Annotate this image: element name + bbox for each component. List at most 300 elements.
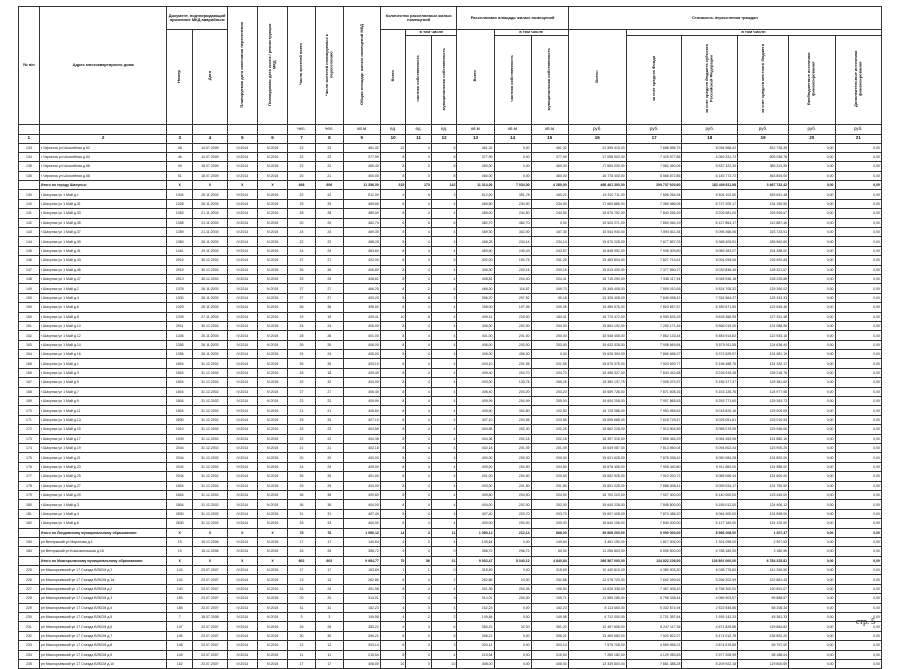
- table-cell: 4 671 825,88: [682, 622, 738, 631]
- table-cell: [19, 181, 40, 190]
- table-cell: 1 207,37: [738, 528, 789, 537]
- table-cell: 133,75: [494, 378, 531, 387]
- table-cell: 404,55: [343, 425, 380, 434]
- table-cell: 401,36: [457, 584, 494, 593]
- table-cell: 124 332,17: [738, 359, 789, 368]
- table-cell: 204,36: [494, 584, 531, 593]
- table-row: [19, 265, 882, 274]
- table-cell: 227: [19, 584, 40, 593]
- table-cell: 0,00: [531, 218, 568, 227]
- table-cell: 409,99: [343, 397, 380, 406]
- column-number-cell: 5: [227, 134, 257, 143]
- table-cell: 383,22: [343, 622, 380, 631]
- table-cell: 7 855 464,29: [626, 434, 682, 443]
- table-cell: IV.2015: [257, 378, 287, 387]
- table-cell: 4: [431, 425, 457, 434]
- table-cell: 26: [315, 340, 343, 349]
- address-cell: г Шахунья ул 1 Май д.23: [39, 462, 167, 471]
- table-cell: 5 048 946,18: [682, 274, 738, 283]
- table-cell: IV.2014: [227, 547, 257, 556]
- table-cell: 1330: [167, 293, 193, 302]
- table-cell: 6: [380, 218, 406, 227]
- table-cell: 28: [288, 331, 316, 340]
- table-cell: 406,00: [457, 321, 494, 330]
- table-cell: X: [257, 556, 287, 565]
- table-cell: 4: [406, 246, 432, 255]
- table-cell: 0,00: [789, 209, 835, 218]
- table-cell: 20: [288, 218, 316, 227]
- table-cell: 4: [431, 509, 457, 518]
- table-cell: 4: [431, 199, 457, 208]
- table-row: [19, 659, 882, 668]
- table-cell: 243,57: [531, 246, 568, 255]
- table-cell: IV.2015: [257, 622, 287, 631]
- unit-cell: руб.: [626, 124, 682, 134]
- table-cell: 5 368 409,51: [682, 237, 738, 246]
- table-cell: IV.2015: [257, 171, 287, 180]
- table-cell: 201,55: [531, 359, 568, 368]
- table-cell: 406,00: [457, 350, 494, 359]
- table-cell: 124 986,00: [738, 462, 789, 471]
- table-cell: IV.2014: [227, 340, 257, 349]
- address-cell: г Шахунья ул 1 Май д.11: [39, 406, 167, 415]
- table-cell: 18: [288, 368, 316, 377]
- table-cell: 4: [431, 481, 457, 490]
- table-cell: 21: [315, 171, 343, 180]
- table-cell: 21.11.2003: [192, 218, 227, 227]
- table-cell: 7 962 450,05: [626, 162, 682, 171]
- table-cell: 400,00: [457, 453, 494, 462]
- table-cell: 6: [380, 575, 406, 584]
- table-cell: 0,00: [835, 528, 882, 537]
- table-cell: 124 086,96: [738, 321, 789, 330]
- table-cell: 602: [315, 556, 343, 565]
- table-cell: 8: [431, 162, 457, 171]
- table-cell: 1804: [167, 500, 193, 509]
- table-cell: 408,00: [457, 659, 494, 668]
- address-cell: г Шахунья ул 1 Май д.16: [39, 350, 167, 359]
- table-cell: IV.2014: [227, 171, 257, 180]
- table-cell: 22: [288, 162, 316, 171]
- table-cell: 4: [431, 368, 457, 377]
- table-cell: 17 058 900,00: [568, 152, 626, 161]
- table-row: [19, 284, 882, 293]
- table-cell: 4: [431, 350, 457, 359]
- table-cell: 9 990 003,00: [626, 528, 682, 537]
- table-cell: 232: [19, 631, 40, 640]
- table-cell: IV.2015: [257, 490, 287, 499]
- table-cell: 31.12.2002: [192, 444, 227, 453]
- table-cell: 149: [19, 284, 40, 293]
- table-cell: 129 684,82: [738, 622, 789, 631]
- table-cell: 126 891 000,00: [682, 556, 738, 565]
- address-cell: г Шахунья ул 1 Май д.8: [39, 312, 167, 321]
- table-cell: 204,90: [531, 490, 568, 499]
- table-cell: 402,00: [457, 256, 494, 265]
- table-cell: 0: [406, 162, 432, 171]
- table-cell: 10: [431, 659, 457, 668]
- table-cell: X: [167, 181, 193, 190]
- table-cell: IV.2015: [257, 321, 287, 330]
- table-cell: 403,10: [343, 359, 380, 368]
- table-cell: 7 289 182,00: [568, 650, 626, 659]
- table-cell: 10 440 810,00: [568, 566, 626, 575]
- table-cell: 0,00: [835, 509, 882, 518]
- table-cell: 185 962,60: [738, 237, 789, 246]
- table-cell: 39 808 200,00: [568, 528, 626, 537]
- table-cell: 406,00: [457, 340, 494, 349]
- table-cell: 17: [288, 566, 316, 575]
- table-cell: 8: [380, 350, 406, 359]
- column-number-cell: 18: [682, 134, 738, 143]
- column-number-cell: 14: [494, 134, 531, 143]
- table-cell: 36: [315, 490, 343, 499]
- table-cell: 0,00: [835, 641, 882, 650]
- table-cell: IV.2014: [227, 293, 257, 302]
- table-cell: 204,50: [494, 462, 531, 471]
- table-cell: 5 566 019,00: [682, 321, 738, 330]
- table-cell: 0,00: [835, 152, 882, 161]
- table-cell: 7 908 669,84: [626, 340, 682, 349]
- table-cell: 602: [288, 556, 316, 565]
- table-row: [19, 547, 882, 556]
- table-cell: 20: [315, 218, 343, 227]
- table-cell: 31: [288, 509, 316, 518]
- table-cell: 2 874 676,65: [682, 641, 738, 650]
- table-cell: 173: [406, 181, 432, 190]
- table-cell: 0,00: [789, 509, 835, 518]
- table-cell: 1804: [167, 397, 193, 406]
- table-cell: 0,00: [494, 659, 531, 668]
- table-cell: 0,00: [835, 293, 882, 302]
- column-number-cell: 12: [431, 134, 457, 143]
- table-cell: IV.2014: [227, 387, 257, 396]
- table-cell: 162,23: [343, 603, 380, 612]
- page-number: стр. 5: [856, 617, 876, 626]
- table-cell: 8: [380, 237, 406, 246]
- table-cell: 13 469 580,00: [568, 631, 626, 640]
- table-cell: 18.07.2009: [192, 171, 227, 180]
- table-cell: 405,60: [343, 406, 380, 415]
- table-cell: 23.07.2007: [192, 594, 227, 603]
- table-cell: 400,00: [343, 519, 380, 528]
- table-cell: 5 050 084,28: [682, 453, 738, 462]
- table-cell: 244,50: [531, 209, 568, 218]
- table-cell: 15 397 315,00: [568, 434, 626, 443]
- table-row: [19, 209, 882, 218]
- table-cell: 29: [315, 481, 343, 490]
- table-cell: 4: [431, 397, 457, 406]
- table-cell: 21: [315, 406, 343, 415]
- table-cell: 26: [288, 340, 316, 349]
- table-cell: 0,00: [789, 584, 835, 593]
- table-cell: 0,00: [835, 566, 882, 575]
- table-cell: 30.12.2002: [192, 265, 227, 274]
- table-row: [19, 331, 882, 340]
- table-cell: 1: [406, 566, 432, 575]
- table-cell: 112 887,46: [738, 218, 789, 227]
- address-cell: рп Мэжгорьевский ул 17 Съезда ВЛКСМ д.8: [39, 641, 167, 650]
- table-cell: 125 343,33: [738, 293, 789, 302]
- address-cell: г Шахунья ул 1 Май д.10: [39, 321, 167, 330]
- table-cell: 15 770 472,00: [568, 312, 626, 321]
- table-cell: 75: [380, 556, 406, 565]
- table-cell: 31.12.2002: [192, 368, 227, 377]
- table-cell: 6: [406, 312, 432, 321]
- table-cell: 30.12.2002: [192, 321, 227, 330]
- table-cell: 4: [431, 387, 457, 396]
- table-cell: 78: [288, 528, 316, 537]
- table-cell: 303,14: [457, 641, 494, 650]
- table-cell: IV.2015: [257, 265, 287, 274]
- table-cell: 2: [431, 575, 457, 584]
- table-cell: 149,64: [343, 537, 380, 546]
- header-address: Адрес многоквартирного дома: [39, 7, 167, 125]
- table-cell: 8: [380, 171, 406, 180]
- table-cell: 1360: [167, 237, 193, 246]
- table-cell: IV.2014: [227, 368, 257, 377]
- table-cell: 5 579 911,55: [682, 340, 738, 349]
- table-cell: 18.07.2008: [192, 613, 227, 622]
- table-cell: 4: [406, 321, 432, 330]
- table-cell: 149,64: [457, 537, 494, 546]
- table-cell: IV.2014: [227, 472, 257, 481]
- table-cell: 868,00: [531, 528, 568, 537]
- table-cell: 10: [380, 312, 406, 321]
- unit-cell: кв.м: [494, 124, 531, 134]
- table-cell: 56: [406, 556, 432, 565]
- table-row: [19, 321, 882, 330]
- table-cell: 6 247 117,36: [626, 622, 682, 631]
- table-cell: 0,00: [835, 181, 882, 190]
- table-cell: 22: [315, 152, 343, 161]
- table-cell: 12 078 720,00: [568, 575, 626, 584]
- table-cell: 4: [406, 303, 432, 312]
- table-cell: 15 676 408,00: [568, 462, 626, 471]
- header-fund: за счет средств Фонда: [626, 35, 682, 124]
- table-cell: 15 700 220,00: [568, 490, 626, 499]
- table-cell: 8: [380, 434, 406, 443]
- table-cell: X: [167, 528, 193, 537]
- table-cell: 7 935 309,80: [626, 246, 682, 255]
- table-cell: IV.2015: [257, 246, 287, 255]
- table-cell: 142: [19, 218, 40, 227]
- table-cell: [19, 528, 40, 537]
- table-cell: 4: [431, 209, 457, 218]
- address-cell: г Шахунья ул 1 Май д.12: [39, 331, 167, 340]
- address-cell: г Шахунья ул 1 Май д.3: [39, 500, 167, 509]
- table-cell: 7 850 064,19: [626, 218, 682, 227]
- table-cell: 228: [19, 594, 40, 603]
- table-cell: 27: [315, 284, 343, 293]
- table-cell: 8 966 208,00: [682, 528, 738, 537]
- table-cell: 204,40: [494, 274, 531, 283]
- table-cell: 3: [315, 613, 343, 622]
- table-cell: 4: [431, 321, 457, 330]
- table-cell: 24: [315, 350, 343, 359]
- table-cell: 22: [315, 237, 343, 246]
- table-cell: 201,09: [531, 444, 568, 453]
- table-cell: 7 827 714,61: [626, 256, 682, 265]
- table-row: [19, 566, 882, 575]
- address-cell: Итого по Линдовскому муниципальному образованию:: [39, 528, 167, 537]
- table-cell: 201,00: [494, 331, 531, 340]
- table-cell: 0,00: [789, 556, 835, 565]
- header-area-total2: Всего: [457, 30, 494, 125]
- table-cell: 124 750,50: [738, 481, 789, 490]
- table-cell: 21: [288, 406, 316, 415]
- table-cell: 200,00: [531, 453, 568, 462]
- table-cell: 149,58: [457, 613, 494, 622]
- table-cell: 0,00: [835, 415, 882, 424]
- table-cell: 15 640 108,00: [568, 519, 626, 528]
- table-cell: IV.2014: [227, 622, 257, 631]
- table-cell: 15 613 400,00: [568, 265, 626, 274]
- table-cell: 1461: [167, 246, 193, 255]
- table-row: [19, 152, 882, 161]
- table-cell: IV.2015: [257, 537, 287, 546]
- table-cell: 463 893,00: [738, 171, 789, 180]
- table-cell: 314,01: [343, 594, 380, 603]
- table-cell: 10: [380, 659, 406, 668]
- table-cell: 17: [315, 659, 343, 668]
- table-cell: 0,00: [789, 228, 835, 237]
- address-cell: г Шахунья ул 1 Май д.1: [39, 359, 167, 368]
- table-cell: 200,00: [531, 519, 568, 528]
- table-cell: 8 113 660,00: [568, 603, 626, 612]
- table-cell: 181: [19, 509, 40, 518]
- table-cell: 349,73: [531, 284, 568, 293]
- table-cell: 126 992,65: [738, 256, 789, 265]
- table-cell: 30.12.2002: [192, 256, 227, 265]
- table-cell: 201,50: [494, 481, 531, 490]
- table-row: [19, 444, 882, 453]
- table-cell: 404,55: [457, 425, 494, 434]
- table-cell: 7 910 200,72: [626, 472, 682, 481]
- table-cell: 5 127 160,00: [682, 519, 738, 528]
- table-cell: 24: [288, 462, 316, 471]
- table-cell: 8: [380, 519, 406, 528]
- table-cell: 401,00: [457, 331, 494, 340]
- table-cell: 4: [406, 228, 432, 237]
- table-cell: 15 715 290,00: [568, 274, 626, 283]
- table-cell: 3: [406, 256, 432, 265]
- table-cell: 19: [288, 312, 316, 321]
- table-cell: 7 905 440,80: [626, 462, 682, 471]
- table-cell: IV.2014: [227, 265, 257, 274]
- table-cell: IV.2015: [257, 284, 287, 293]
- table-cell: 31.12.2002: [192, 406, 227, 415]
- table-cell: 5 253 771,60: [682, 397, 738, 406]
- table-cell: 7 875 036,42: [626, 453, 682, 462]
- table-cell: 24: [288, 584, 316, 593]
- table-cell: 28: [315, 331, 343, 340]
- table-cell: 2044: [167, 472, 193, 481]
- header-extra: Внебюджетные источники финансирования: [789, 35, 835, 124]
- unit-cell: чел.: [315, 124, 343, 134]
- column-number-cell: 2: [39, 134, 167, 143]
- table-cell: 95 688,87: [738, 594, 789, 603]
- table-cell: 805 036,76: [738, 152, 789, 161]
- table-cell: 4 788 180,00: [682, 547, 738, 556]
- table-cell: 0,00: [835, 378, 882, 387]
- table-cell: 0,00: [835, 387, 882, 396]
- table-cell: 23.07.2007: [192, 641, 227, 650]
- table-cell: IV.2015: [257, 256, 287, 265]
- column-number-cell: 3: [167, 134, 193, 143]
- table-cell: 98 188,04: [738, 650, 789, 659]
- table-cell: IV.2015: [257, 453, 287, 462]
- table-cell: 0,00: [494, 537, 531, 546]
- address-cell: г Шахунья ул 1 Май д.3: [39, 368, 167, 377]
- table-cell: 1910: [167, 425, 193, 434]
- table-cell: 125 381,60: [738, 378, 789, 387]
- table-cell: 11: [315, 650, 343, 659]
- table-cell: 407,40: [343, 509, 380, 518]
- table-cell: 4 840,84: [531, 556, 568, 565]
- table-cell: 5 583 914,62: [682, 331, 738, 340]
- table-cell: 27: [315, 387, 343, 396]
- table-cell: 0,00: [789, 613, 835, 622]
- table-cell: 6 784 225,81: [738, 556, 789, 565]
- table-cell: 15 651 228,00: [568, 481, 626, 490]
- table-cell: 25: [315, 415, 343, 424]
- address-cell: г Шахунья ул 1 Май д.45: [39, 265, 167, 274]
- table-cell: 204,30: [494, 594, 531, 603]
- table-cell: 202,18: [531, 434, 568, 443]
- table-cell: 22: [288, 237, 316, 246]
- table-cell: 17: [288, 537, 316, 546]
- table-cell: 7 870 486,20: [626, 509, 682, 518]
- header-area-including: в том числе: [494, 30, 568, 36]
- table-row: [19, 500, 882, 509]
- table-cell: IV.2015: [257, 641, 287, 650]
- table-cell: 25: [288, 274, 316, 283]
- table-cell: 0,00: [789, 171, 835, 180]
- table-cell: 204,70: [531, 368, 568, 377]
- table-cell: 36: [315, 500, 343, 509]
- table-cell: 1304: [167, 190, 193, 199]
- header-doc: Документ, подтверждающий признание МКД аварийным: [167, 7, 227, 30]
- table-cell: 24: [315, 584, 343, 593]
- table-cell: 15 632 328,00: [568, 340, 626, 349]
- unit-cell: кв.м: [531, 124, 568, 134]
- table-cell: 466,30: [457, 284, 494, 293]
- table-cell: 31.12.2002: [192, 359, 227, 368]
- table-cell: 15 544 940,00: [568, 228, 626, 237]
- table-cell: 0,00: [835, 519, 882, 528]
- table-cell: 0,00: [789, 237, 835, 246]
- table-cell: 129 600,69: [738, 659, 789, 668]
- table-cell: 128 321,67: [738, 265, 789, 274]
- table-cell: 2044: [167, 453, 193, 462]
- table-cell: 200,00: [531, 331, 568, 340]
- table-cell: 468 461 300,00: [568, 181, 626, 190]
- table-cell: 7: [380, 594, 406, 603]
- table-cell: 164: [19, 350, 40, 359]
- table-cell: 127 331,48: [738, 312, 789, 321]
- table-cell: 1359: [167, 228, 193, 237]
- header-area-private: частная собственность: [494, 35, 531, 124]
- table-cell: 175: [19, 453, 40, 462]
- table-cell: IV.2014: [227, 490, 257, 499]
- table-cell: 128 225,88: [738, 274, 789, 283]
- table-cell: 8: [431, 631, 457, 640]
- table-cell: IV.2014: [227, 641, 257, 650]
- table-cell: 230: [19, 613, 40, 622]
- table-cell: 23.07.2007: [192, 566, 227, 575]
- table-cell: IV.2015: [257, 406, 287, 415]
